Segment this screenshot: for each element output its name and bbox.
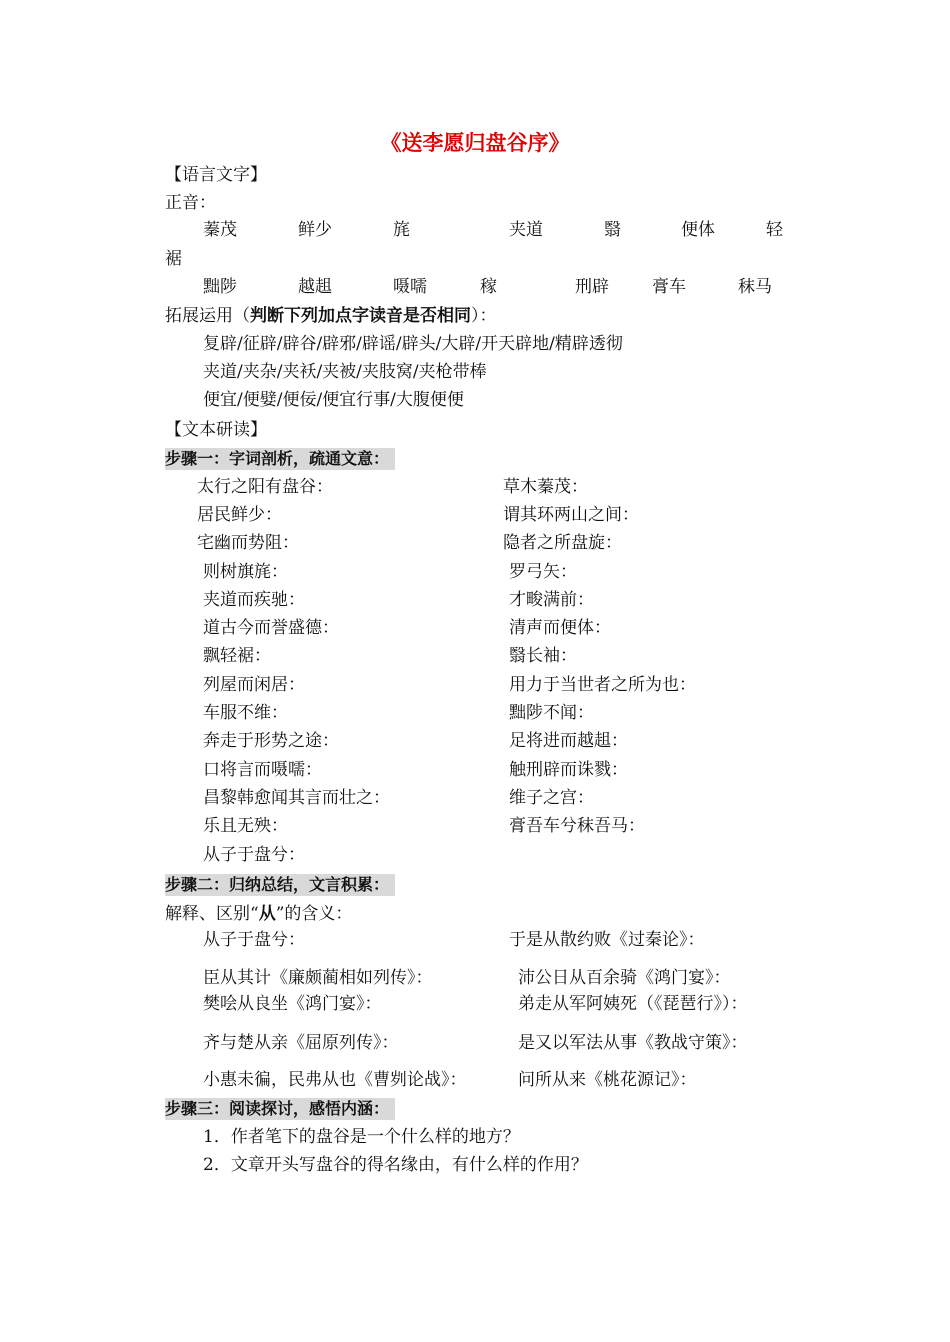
question-item: 1．作者笔下的盘谷是一个什么样的地方？ xyxy=(203,1127,520,1147)
s1-right-item: 清声而便体： xyxy=(509,618,611,638)
question-item: 2．文章开头写盘谷的得名缘由，有什么样的作用？ xyxy=(203,1155,588,1175)
s1-right-item: 触刑辟而诛戮： xyxy=(509,760,628,780)
s1-left-item: 车服不维： xyxy=(203,703,288,723)
zy-word: 刑辟 xyxy=(575,277,609,297)
s1-left-item: 居民鲜少： xyxy=(197,505,282,525)
s1-left-item: 飘轻裾： xyxy=(203,646,271,666)
s1-right-item: 隐者之所盘旋： xyxy=(503,533,622,553)
tuozhan-line: 夹道/夹杂/夹袄/夹被/夹肢窝/夹枪带棒 xyxy=(203,362,487,382)
zy-word: 鲜少 xyxy=(298,220,332,240)
zy-word: 秣马 xyxy=(738,277,772,297)
zhengyin-label: 正音： xyxy=(165,193,216,213)
s1-right-item: 罗弓矢： xyxy=(509,562,577,582)
s1-left-item: 则树旗旄： xyxy=(203,562,288,582)
s1-right-item: 维子之宫： xyxy=(509,788,594,808)
step1-heading: 步骤一：字词剖析，疏通文意： xyxy=(165,448,395,470)
tuozhan-line: 复辟/征辟/辟谷/辟邪/辟谣/辟头/大辟/开天辟地/精辟透彻 xyxy=(203,334,623,354)
s1-left-item: 从子于盘兮： xyxy=(203,845,305,865)
zy-word: 膏车 xyxy=(652,277,686,297)
tuozhan-line: 便宜/便嬖/便佞/便宜行事/大腹便便 xyxy=(203,390,464,410)
section-heading-text: 【文本研读】 xyxy=(165,420,267,440)
s1-right-item: 才畯满前： xyxy=(509,590,594,610)
s2-right-item: 于是从散约败《过秦论》： xyxy=(509,930,705,950)
page-title: 《送李愿归盘谷序》 xyxy=(380,131,570,155)
zy-word: 裾 xyxy=(165,249,182,269)
tuozhan-suffix: ）： xyxy=(471,306,497,326)
s2-right-item: 是又以军法从事《教战守策》： xyxy=(518,1033,748,1053)
zy-word: 翳 xyxy=(604,220,621,240)
s1-left-item: 奔走于形势之途： xyxy=(203,731,339,751)
s2-right-item: 沛公日从百余骑《鸿门宴》： xyxy=(518,968,731,988)
s1-left-item: 太行之阳有盘谷： xyxy=(197,477,333,497)
s2-left-item: 从子于盘兮： xyxy=(203,930,305,950)
s1-right-item: 谓其环两山之间： xyxy=(503,505,639,525)
step3-heading: 步骤三：阅读探讨，感悟内涵： xyxy=(165,1098,395,1120)
section-heading-language: 【语言文字】 xyxy=(165,165,267,185)
s2-right-item: 弟走从军阿姨死（《琵琶行》）： xyxy=(518,994,748,1014)
zy-word: 黜陟 xyxy=(203,277,237,297)
step2-heading: 步骤二：归纳总结，文言积累： xyxy=(165,874,395,896)
s1-left-item: 昌黎韩愈闻其言而壮之： xyxy=(203,788,390,808)
tuozhan-instruction: 判断下列加点字读音是否相同 xyxy=(250,306,471,326)
s2-left-item: 臣从其计《廉颇蔺相如列传》： xyxy=(203,968,433,988)
zy-word: 嗫嚅 xyxy=(393,277,427,297)
zy-word: 越趄 xyxy=(298,277,332,297)
s2-intro-keyword: 从 xyxy=(258,904,276,924)
s1-right-item: 膏吾车兮秣吾马： xyxy=(509,816,645,836)
s1-right-item: 草木蓁茂： xyxy=(503,477,588,497)
s2-left-item: 齐与楚从亲《屈原列传》： xyxy=(203,1033,399,1053)
zy-word: 蓁茂 xyxy=(203,220,237,240)
tuozhan-heading xyxy=(165,305,497,327)
s1-left-item: 道古今而誉盛德： xyxy=(203,618,339,638)
s1-left-item: 列屋而闲居： xyxy=(203,675,305,695)
s2-left-item: 樊哙从良坐《鸿门宴》： xyxy=(203,994,382,1014)
s1-right-item: 用力于当世者之所为也： xyxy=(509,675,696,695)
s2-intro-suffix: ”的含义： xyxy=(275,904,353,924)
s1-left-item: 夹道而疾驰： xyxy=(203,590,305,610)
zy-word: 旄 xyxy=(393,220,410,240)
s1-left-item: 乐且无殃： xyxy=(203,816,288,836)
zy-word: 轻 xyxy=(766,220,783,240)
s1-right-item: 翳长袖： xyxy=(509,646,577,666)
tuozhan-prefix: 拓展运用（ xyxy=(165,306,250,326)
zy-word: 便体 xyxy=(681,220,715,240)
s2-intro xyxy=(165,903,352,925)
s1-left-item: 宅幽而势阻： xyxy=(197,533,299,553)
s2-right-item: 问所从来《桃花源记》： xyxy=(518,1070,697,1090)
s1-right-item: 足将进而越趄： xyxy=(509,731,628,751)
s1-right-item: 黜陟不闻： xyxy=(509,703,594,723)
s1-left-item: 口将言而嗫嚅： xyxy=(203,760,322,780)
s2-left-item: 小惠未徧，民弗从也《曹刿论战》： xyxy=(203,1070,467,1090)
zy-word: 稼 xyxy=(480,277,497,297)
s2-intro-prefix: 解释、区别“ xyxy=(165,904,259,924)
zy-word: 夹道 xyxy=(509,220,543,240)
